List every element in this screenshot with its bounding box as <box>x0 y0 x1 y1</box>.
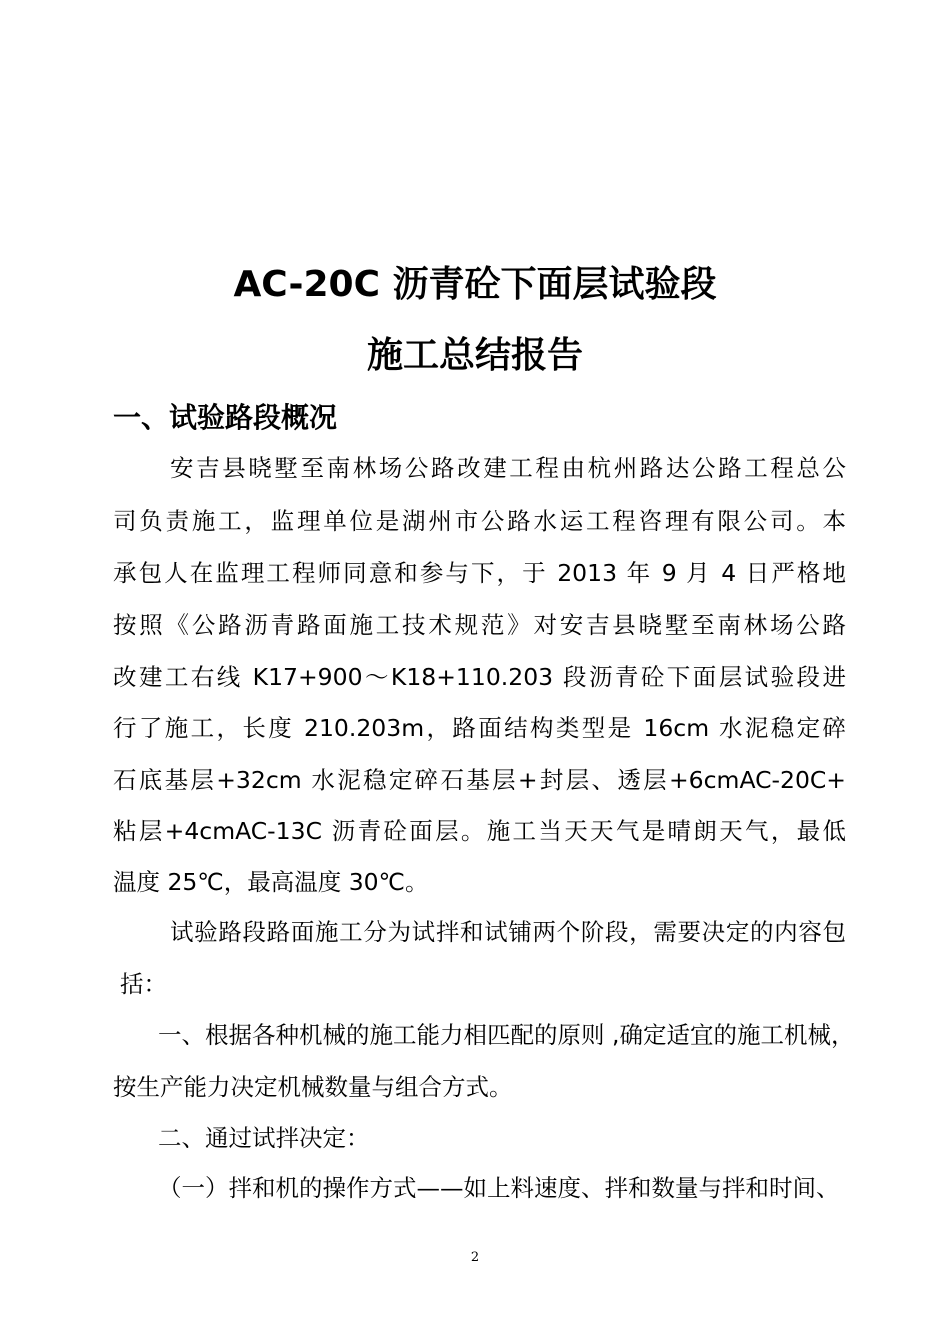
document-title-line-2: 施工总结报告 <box>366 335 583 376</box>
text-line: 温度 25℃，最高温度 30℃。 <box>113 868 429 896</box>
text-line: 一、根据各种机械的施工能力相匹配的原则 ,确定适宜的施工机械， <box>158 1021 855 1049</box>
paragraph-item-two: 二、通过试拌决定： <box>158 1124 370 1152</box>
text-line: 行了施工，长度 210.203m，路面结构类型是 16cm 水泥稳定碎 <box>113 714 846 742</box>
page-number: 2 <box>470 1250 480 1265</box>
text-line: 粘层+4cmAC-13C 沥青砼面层。施工当天天气是晴朗天气，最低 <box>113 817 846 845</box>
text-line: 安吉县晓墅至南林场公路改建工程由杭州路达公路工程总公 <box>170 454 846 482</box>
text-line: 改建工右线 K17+900～K18+110.203 段沥青砼下面层试验段进 <box>113 663 846 691</box>
text-line: 司负责施工，监理单位是湖州市公路水运工程咨理有限公司。本 <box>113 507 846 535</box>
paragraph-subitem-one: （一）拌和机的操作方式——如上料速度、拌和数量与拌和时间、 <box>158 1174 840 1202</box>
text-line: 括： <box>120 970 167 998</box>
section-heading: 一、试验路段概况 <box>113 401 338 434</box>
document-title-line-1: AC-20C 沥青砼下面层试验段 <box>233 264 717 305</box>
text-line: 按生产能力决定机械数量与组合方式。 <box>113 1073 513 1101</box>
text-line: 试验路段路面施工分为试拌和试铺两个阶段，需要决定的内容包 <box>170 918 846 946</box>
text-line: 按照《公路沥青路面施工技术规范》对安吉县晓墅至南林场公路 <box>113 611 846 639</box>
text-line: 承包人在监理工程师同意和参与下，于 2013 年 9 月 4 日严格地 <box>113 559 846 587</box>
text-line: 石底基层+32cm 水泥稳定碎石基层+封层、透层+6cmAC-20C+ <box>113 766 846 794</box>
